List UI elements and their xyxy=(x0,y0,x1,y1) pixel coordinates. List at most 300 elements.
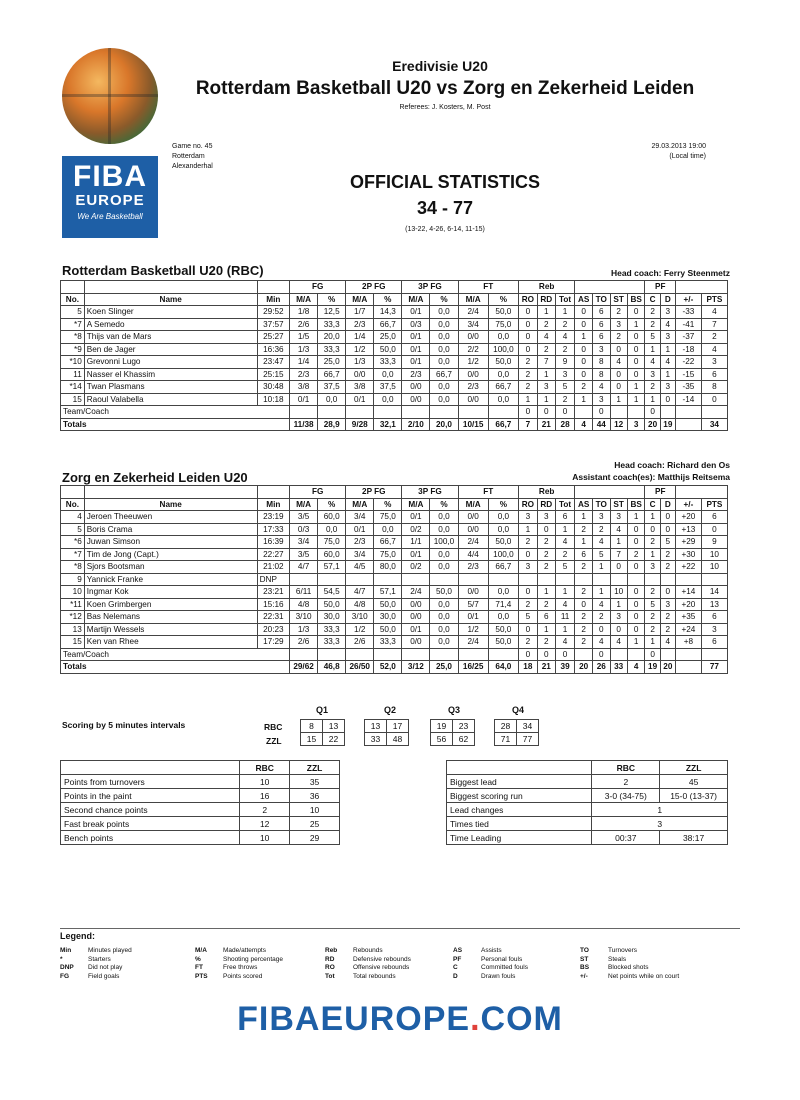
points-breakdown-table xyxy=(60,760,340,845)
stat-cell: 0 xyxy=(519,548,538,561)
stat-cell: 3 xyxy=(660,331,675,344)
stat-cell: 0/2 xyxy=(402,523,430,536)
stat-cell: 2 xyxy=(537,536,555,549)
stat-cell: 0 xyxy=(519,406,538,419)
legend-entry xyxy=(580,964,679,973)
stat-cell: 3 xyxy=(555,368,574,381)
stat-cell: 4/7 xyxy=(290,561,318,574)
stat-cell: 0,0 xyxy=(430,598,458,611)
legend-abbrev: DNP xyxy=(60,964,74,971)
hdr-2p: 2P FG xyxy=(346,281,402,294)
stat-cell: 6 xyxy=(592,331,610,344)
legend-meaning: Net points while on court xyxy=(608,972,680,980)
stat-cell: 6/11 xyxy=(290,586,318,599)
stat-cell xyxy=(374,406,402,419)
stat-cell: 2 xyxy=(519,368,538,381)
total-cell: 66,7 xyxy=(488,418,518,431)
player-name: Bas Nelemans xyxy=(84,611,257,624)
player-number: 10 xyxy=(61,586,85,599)
box-row-rbc: 3-0 (34-75) xyxy=(592,789,660,803)
legend-column xyxy=(580,947,679,981)
stat-cell: 0 xyxy=(660,393,675,406)
stat-cell: 1 xyxy=(660,343,675,356)
stat-cell: 1 xyxy=(610,393,627,406)
hdr-blank xyxy=(61,281,85,294)
stat-cell: 4 xyxy=(610,523,627,536)
legend-abbrev: M/A xyxy=(195,947,207,954)
totals-row xyxy=(61,661,728,674)
stat-cell: 1 xyxy=(627,636,645,649)
legend-entry xyxy=(453,956,528,965)
box-row-zzl: 10 xyxy=(290,803,340,817)
player-row xyxy=(61,318,728,331)
total-cell: 11/38 xyxy=(290,418,318,431)
player-row xyxy=(61,306,728,319)
stat-cell xyxy=(430,648,458,661)
stat-cell: 2 xyxy=(519,381,538,394)
stat-cell: 1/8 xyxy=(290,306,318,319)
box-row-label: Lead changes xyxy=(447,803,592,817)
column-header: % xyxy=(488,293,518,306)
game-city: Rotterdam xyxy=(172,153,205,160)
stat-cell: 4 xyxy=(592,598,610,611)
stat-cell: 1/2 xyxy=(346,343,374,356)
zzl-interval-score: 48 xyxy=(387,733,409,746)
stat-cell: 1/5 xyxy=(290,331,318,344)
stat-cell: 50,0 xyxy=(374,343,402,356)
stat-cell: 2 xyxy=(519,636,538,649)
hdr-blank xyxy=(575,281,645,294)
player-row xyxy=(61,636,728,649)
stat-cell: 11 xyxy=(555,611,574,624)
period-scores: (13-22, 4-26, 6-14, 11-15) xyxy=(405,226,485,233)
stat-cell xyxy=(458,573,488,586)
legend-meaning: Personal fouls xyxy=(481,955,523,963)
column-header: RD xyxy=(537,293,555,306)
zzl-interval-score: 33 xyxy=(365,733,387,746)
legend-abbrev: PTS xyxy=(195,972,208,980)
stat-cell: 2/6 xyxy=(290,636,318,649)
box-row xyxy=(61,803,340,817)
column-header: BS xyxy=(627,498,645,511)
player-row xyxy=(61,368,728,381)
legend-meaning: Drawn fouls xyxy=(481,972,516,980)
legend-entry xyxy=(453,964,528,973)
stat-cell: 0 xyxy=(575,356,593,369)
stat-cell: 4 xyxy=(660,356,675,369)
stat-cell xyxy=(488,648,518,661)
total-cell: 7 xyxy=(519,418,538,431)
stat-cell: 0,0 xyxy=(430,511,458,524)
stat-cell: 33,3 xyxy=(318,318,346,331)
box-row xyxy=(61,817,340,831)
legend-abbrev: ST xyxy=(580,955,589,963)
fiba-tagline: We Are Basketball xyxy=(77,212,143,221)
stat-cell: 50,0 xyxy=(318,598,346,611)
competition-title: Eredivisie U20 xyxy=(392,58,488,74)
legend-entry xyxy=(453,973,528,982)
legend-meaning: Committed fouls xyxy=(481,964,528,971)
hdr-blank xyxy=(675,281,727,294)
stat-cell: 1/2 xyxy=(458,356,488,369)
legend-meaning: Field goals xyxy=(88,972,120,980)
stat-cell: 3 xyxy=(645,561,660,574)
stat-cell: 1/3 xyxy=(290,623,318,636)
stat-cell: 66,7 xyxy=(488,561,518,574)
stat-cell: 6 xyxy=(701,511,727,524)
stat-cell: 66,7 xyxy=(374,318,402,331)
stat-cell: 10 xyxy=(701,561,727,574)
hdr-blank xyxy=(257,486,289,499)
box-row-rbc: 00:37 xyxy=(592,831,660,845)
stat-cell: 4 xyxy=(592,536,610,549)
stat-cell: 1 xyxy=(645,343,660,356)
stat-cell: 57,1 xyxy=(374,586,402,599)
stat-cell xyxy=(701,648,727,661)
stat-cell: 0/0 xyxy=(402,381,430,394)
fiba-europe-logo xyxy=(62,48,158,238)
stat-cell: 66,7 xyxy=(374,536,402,549)
stat-cell: 75,0 xyxy=(374,548,402,561)
stat-cell: 1 xyxy=(610,598,627,611)
stat-cell: 25:15 xyxy=(257,368,289,381)
stat-cell: 4 xyxy=(645,356,660,369)
stat-cell: 0 xyxy=(610,381,627,394)
total-cell: 64,0 xyxy=(488,661,518,674)
stat-cell xyxy=(402,648,430,661)
stat-cell: 2/4 xyxy=(402,586,430,599)
stat-cell: 9 xyxy=(701,536,727,549)
stat-cell: 0/0 xyxy=(458,586,488,599)
legend-meaning: Rebounds xyxy=(353,947,383,954)
total-cell: 32,1 xyxy=(374,418,402,431)
box-row-label: Bench points xyxy=(61,831,240,845)
stat-cell: 0,0 xyxy=(430,561,458,574)
column-header: PTS xyxy=(701,293,727,306)
stat-cell: 3/4 xyxy=(290,536,318,549)
stat-cell: 0 xyxy=(519,331,538,344)
final-score: 34 - 77 xyxy=(416,198,474,218)
legend-column xyxy=(195,947,283,981)
stat-cell: 2 xyxy=(701,331,727,344)
stat-cell: 0/0 xyxy=(346,368,374,381)
player-number: *14 xyxy=(61,381,85,394)
stat-cell: 0 xyxy=(575,343,593,356)
stat-cell: 2 xyxy=(519,536,538,549)
total-cell: 29/62 xyxy=(290,661,318,674)
box-row-label: Biggest scoring run xyxy=(447,789,592,803)
hdr-reb: Reb xyxy=(519,281,575,294)
hdr-blank xyxy=(257,281,289,294)
box-header-rbc: RBC xyxy=(592,761,660,775)
stat-cell: 10 xyxy=(610,586,627,599)
stat-cell: 2 xyxy=(645,586,660,599)
stat-cell: 1 xyxy=(592,561,610,574)
stat-cell: 3/4 xyxy=(346,548,374,561)
column-header: % xyxy=(374,498,402,511)
stat-cell: 66,7 xyxy=(318,368,346,381)
hdr-3p: 3P FG xyxy=(402,281,458,294)
stat-cell: 4 xyxy=(701,306,727,319)
player-number: *7 xyxy=(61,548,85,561)
box-row-rbc: 10 xyxy=(240,775,290,789)
column-header: M/A xyxy=(402,498,430,511)
stat-cell: 8 xyxy=(701,381,727,394)
stat-cell: 2 xyxy=(610,331,627,344)
stat-cell: 33,3 xyxy=(318,636,346,649)
stat-cell: 4 xyxy=(537,331,555,344)
box-row-zzl: 38:17 xyxy=(660,831,728,845)
total-cell: 3/12 xyxy=(402,661,430,674)
hdr-ft: FT xyxy=(458,486,519,499)
stat-cell: 25:27 xyxy=(257,331,289,344)
hdr-blank xyxy=(61,486,85,499)
stat-cell: 3 xyxy=(610,511,627,524)
stat-cell: 1/1 xyxy=(402,536,430,549)
stat-cell: 0/1 xyxy=(402,623,430,636)
legend-abbrev: C xyxy=(453,964,458,971)
stat-cell: 6 xyxy=(575,548,593,561)
stat-cell xyxy=(346,648,374,661)
legend-title: Legend: xyxy=(60,931,95,941)
player-number: 11 xyxy=(61,368,85,381)
stat-cell: 2/6 xyxy=(346,636,374,649)
totals-row xyxy=(61,418,728,431)
player-number: *8 xyxy=(61,331,85,344)
stat-cell: 0 xyxy=(660,523,675,536)
total-cell xyxy=(675,661,701,674)
stat-cell: 16:39 xyxy=(257,536,289,549)
stat-cell: 5 xyxy=(645,598,660,611)
player-number: 9 xyxy=(61,573,85,586)
stat-cell: 6 xyxy=(537,611,555,624)
legend-abbrev: TO xyxy=(580,947,589,954)
player-name: Thijs van de Mars xyxy=(84,331,257,344)
total-cell: 10/15 xyxy=(458,418,488,431)
column-header: AS xyxy=(575,498,593,511)
legend-meaning: Blocked shots xyxy=(608,964,649,971)
stat-cell: 0,0 xyxy=(488,611,518,624)
stat-cell: 3/10 xyxy=(346,611,374,624)
stat-cell: 50,0 xyxy=(488,623,518,636)
stat-cell: 0/0 xyxy=(458,331,488,344)
legend-abbrev: +/- xyxy=(580,972,588,980)
stat-cell: 1/2 xyxy=(346,623,374,636)
legend-meaning: Steals xyxy=(608,955,627,963)
legend-entry xyxy=(60,956,132,965)
total-cell: 34 xyxy=(701,418,727,431)
stat-cell: 2 xyxy=(592,611,610,624)
stat-cell: 0/0 xyxy=(458,393,488,406)
stat-cell: 2 xyxy=(575,611,593,624)
stat-cell: 5 xyxy=(645,331,660,344)
box-header-rbc: RBC xyxy=(240,761,290,775)
stat-cell: 0,0 xyxy=(488,331,518,344)
quarter-box-q3 xyxy=(430,719,475,746)
legend-meaning: Defensive rebounds xyxy=(353,955,411,963)
stat-cell: 50,0 xyxy=(374,623,402,636)
box-row-zzl: 36 xyxy=(290,789,340,803)
stat-cell: 0 xyxy=(519,306,538,319)
header-row-columns xyxy=(61,293,728,306)
stat-cell: 2 xyxy=(555,548,574,561)
scoring-rbc-label: RBC xyxy=(264,722,283,732)
stat-cell: 0,0 xyxy=(430,611,458,624)
stat-cell: 5 xyxy=(555,561,574,574)
player-number: 15 xyxy=(61,393,85,406)
hdr-3p: 3P FG xyxy=(402,486,458,499)
legend-entry xyxy=(60,964,132,973)
stat-cell: 2 xyxy=(575,586,593,599)
total-cell: 28,9 xyxy=(318,418,346,431)
stat-cell: 0/0 xyxy=(458,368,488,381)
stat-cell: 0 xyxy=(575,598,593,611)
totals-label: Totals xyxy=(61,418,290,431)
q2-heading: Q2 xyxy=(384,705,397,715)
stat-cell xyxy=(645,573,660,586)
stat-cell xyxy=(519,573,538,586)
stat-cell: 6 xyxy=(701,636,727,649)
hdr-fg: FG xyxy=(290,281,346,294)
fibaeurope-footer-logo xyxy=(0,1000,800,1039)
stat-cell: 0 xyxy=(660,511,675,524)
stat-cell: 0,0 xyxy=(374,393,402,406)
player-name: A Semedo xyxy=(84,318,257,331)
total-cell: 21 xyxy=(537,661,555,674)
box-row xyxy=(447,817,728,831)
player-name: Tim de Jong (Capt.) xyxy=(84,548,257,561)
stat-cell: 0 xyxy=(701,393,727,406)
total-cell: 20,0 xyxy=(430,418,458,431)
stat-cell xyxy=(290,648,318,661)
stat-cell: 2 xyxy=(537,318,555,331)
legend-entry xyxy=(60,973,132,982)
stat-cell: 75,0 xyxy=(374,511,402,524)
quarter-box-q2 xyxy=(364,719,409,746)
rbc-interval-score: 13 xyxy=(323,720,345,733)
stat-cell: 0/0 xyxy=(458,523,488,536)
stat-cell: 2 xyxy=(645,381,660,394)
stat-cell: 60,0 xyxy=(318,511,346,524)
stat-cell: 0 xyxy=(660,586,675,599)
player-number: *9 xyxy=(61,343,85,356)
stat-cell: 4 xyxy=(660,636,675,649)
stat-cell: 75,0 xyxy=(488,318,518,331)
stat-cell xyxy=(627,406,645,419)
stat-cell: 0 xyxy=(537,523,555,536)
stat-cell: 5 xyxy=(660,536,675,549)
stat-cell: 0/1 xyxy=(402,548,430,561)
player-dnp: DNP xyxy=(257,573,289,586)
player-row xyxy=(61,598,728,611)
stat-cell: 1 xyxy=(645,393,660,406)
box-header-blank xyxy=(61,761,240,775)
box-row-label: Points from turnovers xyxy=(61,775,240,789)
column-header: ST xyxy=(610,293,627,306)
stat-cell: 0 xyxy=(627,598,645,611)
stat-cell: 0,0 xyxy=(430,343,458,356)
total-cell: 77 xyxy=(701,661,727,674)
legend-meaning: Turnovers xyxy=(608,947,638,954)
player-number: *12 xyxy=(61,611,85,624)
legend-entry xyxy=(580,956,679,965)
total-cell: 28 xyxy=(555,418,574,431)
stat-cell: 0 xyxy=(610,343,627,356)
date-info xyxy=(652,142,707,162)
stat-cell: 0 xyxy=(627,343,645,356)
box-row-label: Time Leading xyxy=(447,831,592,845)
stat-cell: +20 xyxy=(675,598,701,611)
stat-cell: 1 xyxy=(575,393,593,406)
column-header: BS xyxy=(627,293,645,306)
stat-cell: 4 xyxy=(555,536,574,549)
stat-cell xyxy=(402,406,430,419)
stat-cell: 0 xyxy=(519,623,538,636)
zzl-interval-score: 22 xyxy=(323,733,345,746)
total-cell: 33 xyxy=(610,661,627,674)
stat-cell: 0,0 xyxy=(430,306,458,319)
stat-cell: 1 xyxy=(627,381,645,394)
stat-cell xyxy=(555,573,574,586)
stat-cell: 3/4 xyxy=(346,511,374,524)
stat-cell: 0 xyxy=(575,368,593,381)
stat-cell: 0/3 xyxy=(290,523,318,536)
legend-abbrev: RO xyxy=(325,964,335,971)
total-cell: 20 xyxy=(645,418,660,431)
stat-cell xyxy=(660,648,675,661)
stat-cell: 0/0 xyxy=(402,598,430,611)
legend-abbrev: D xyxy=(453,972,458,980)
stat-cell: 3/10 xyxy=(290,611,318,624)
stat-cell: 21:02 xyxy=(257,561,289,574)
stat-cell: -33 xyxy=(675,306,701,319)
box-row xyxy=(61,831,340,845)
stat-cell xyxy=(610,648,627,661)
stat-cell: 20,0 xyxy=(318,331,346,344)
stat-cell: 4 xyxy=(555,636,574,649)
total-cell: 46,8 xyxy=(318,661,346,674)
stat-cell: 3 xyxy=(610,318,627,331)
stat-cell: 2 xyxy=(555,318,574,331)
legend-entry xyxy=(195,964,283,973)
zzl-interval-score: 71 xyxy=(495,733,517,746)
legend-meaning: Made/attempts xyxy=(223,947,266,954)
stat-cell: 0 xyxy=(537,406,555,419)
column-header: RO xyxy=(519,293,538,306)
hdr-2p: 2P FG xyxy=(346,486,402,499)
player-row xyxy=(61,343,728,356)
stat-cell: 0 xyxy=(701,523,727,536)
stat-cell: 9 xyxy=(555,356,574,369)
stat-cell: 4 xyxy=(610,356,627,369)
stat-cell: 0,0 xyxy=(374,523,402,536)
stat-cell: 6 xyxy=(592,318,610,331)
rbc-interval-score: 13 xyxy=(365,720,387,733)
hdr-blank xyxy=(575,486,645,499)
stat-cell: 0,0 xyxy=(430,393,458,406)
stat-cell: 8 xyxy=(592,368,610,381)
box-row xyxy=(447,789,728,803)
stat-cell: 5 xyxy=(555,381,574,394)
player-name: Boris Crama xyxy=(84,523,257,536)
stat-cell: 0,0 xyxy=(488,393,518,406)
stat-cell: 4 xyxy=(610,636,627,649)
player-row xyxy=(61,623,728,636)
column-header: M/A xyxy=(346,498,374,511)
stat-cell xyxy=(610,406,627,419)
stat-cell: 0 xyxy=(610,368,627,381)
stat-cell: 0,0 xyxy=(430,356,458,369)
